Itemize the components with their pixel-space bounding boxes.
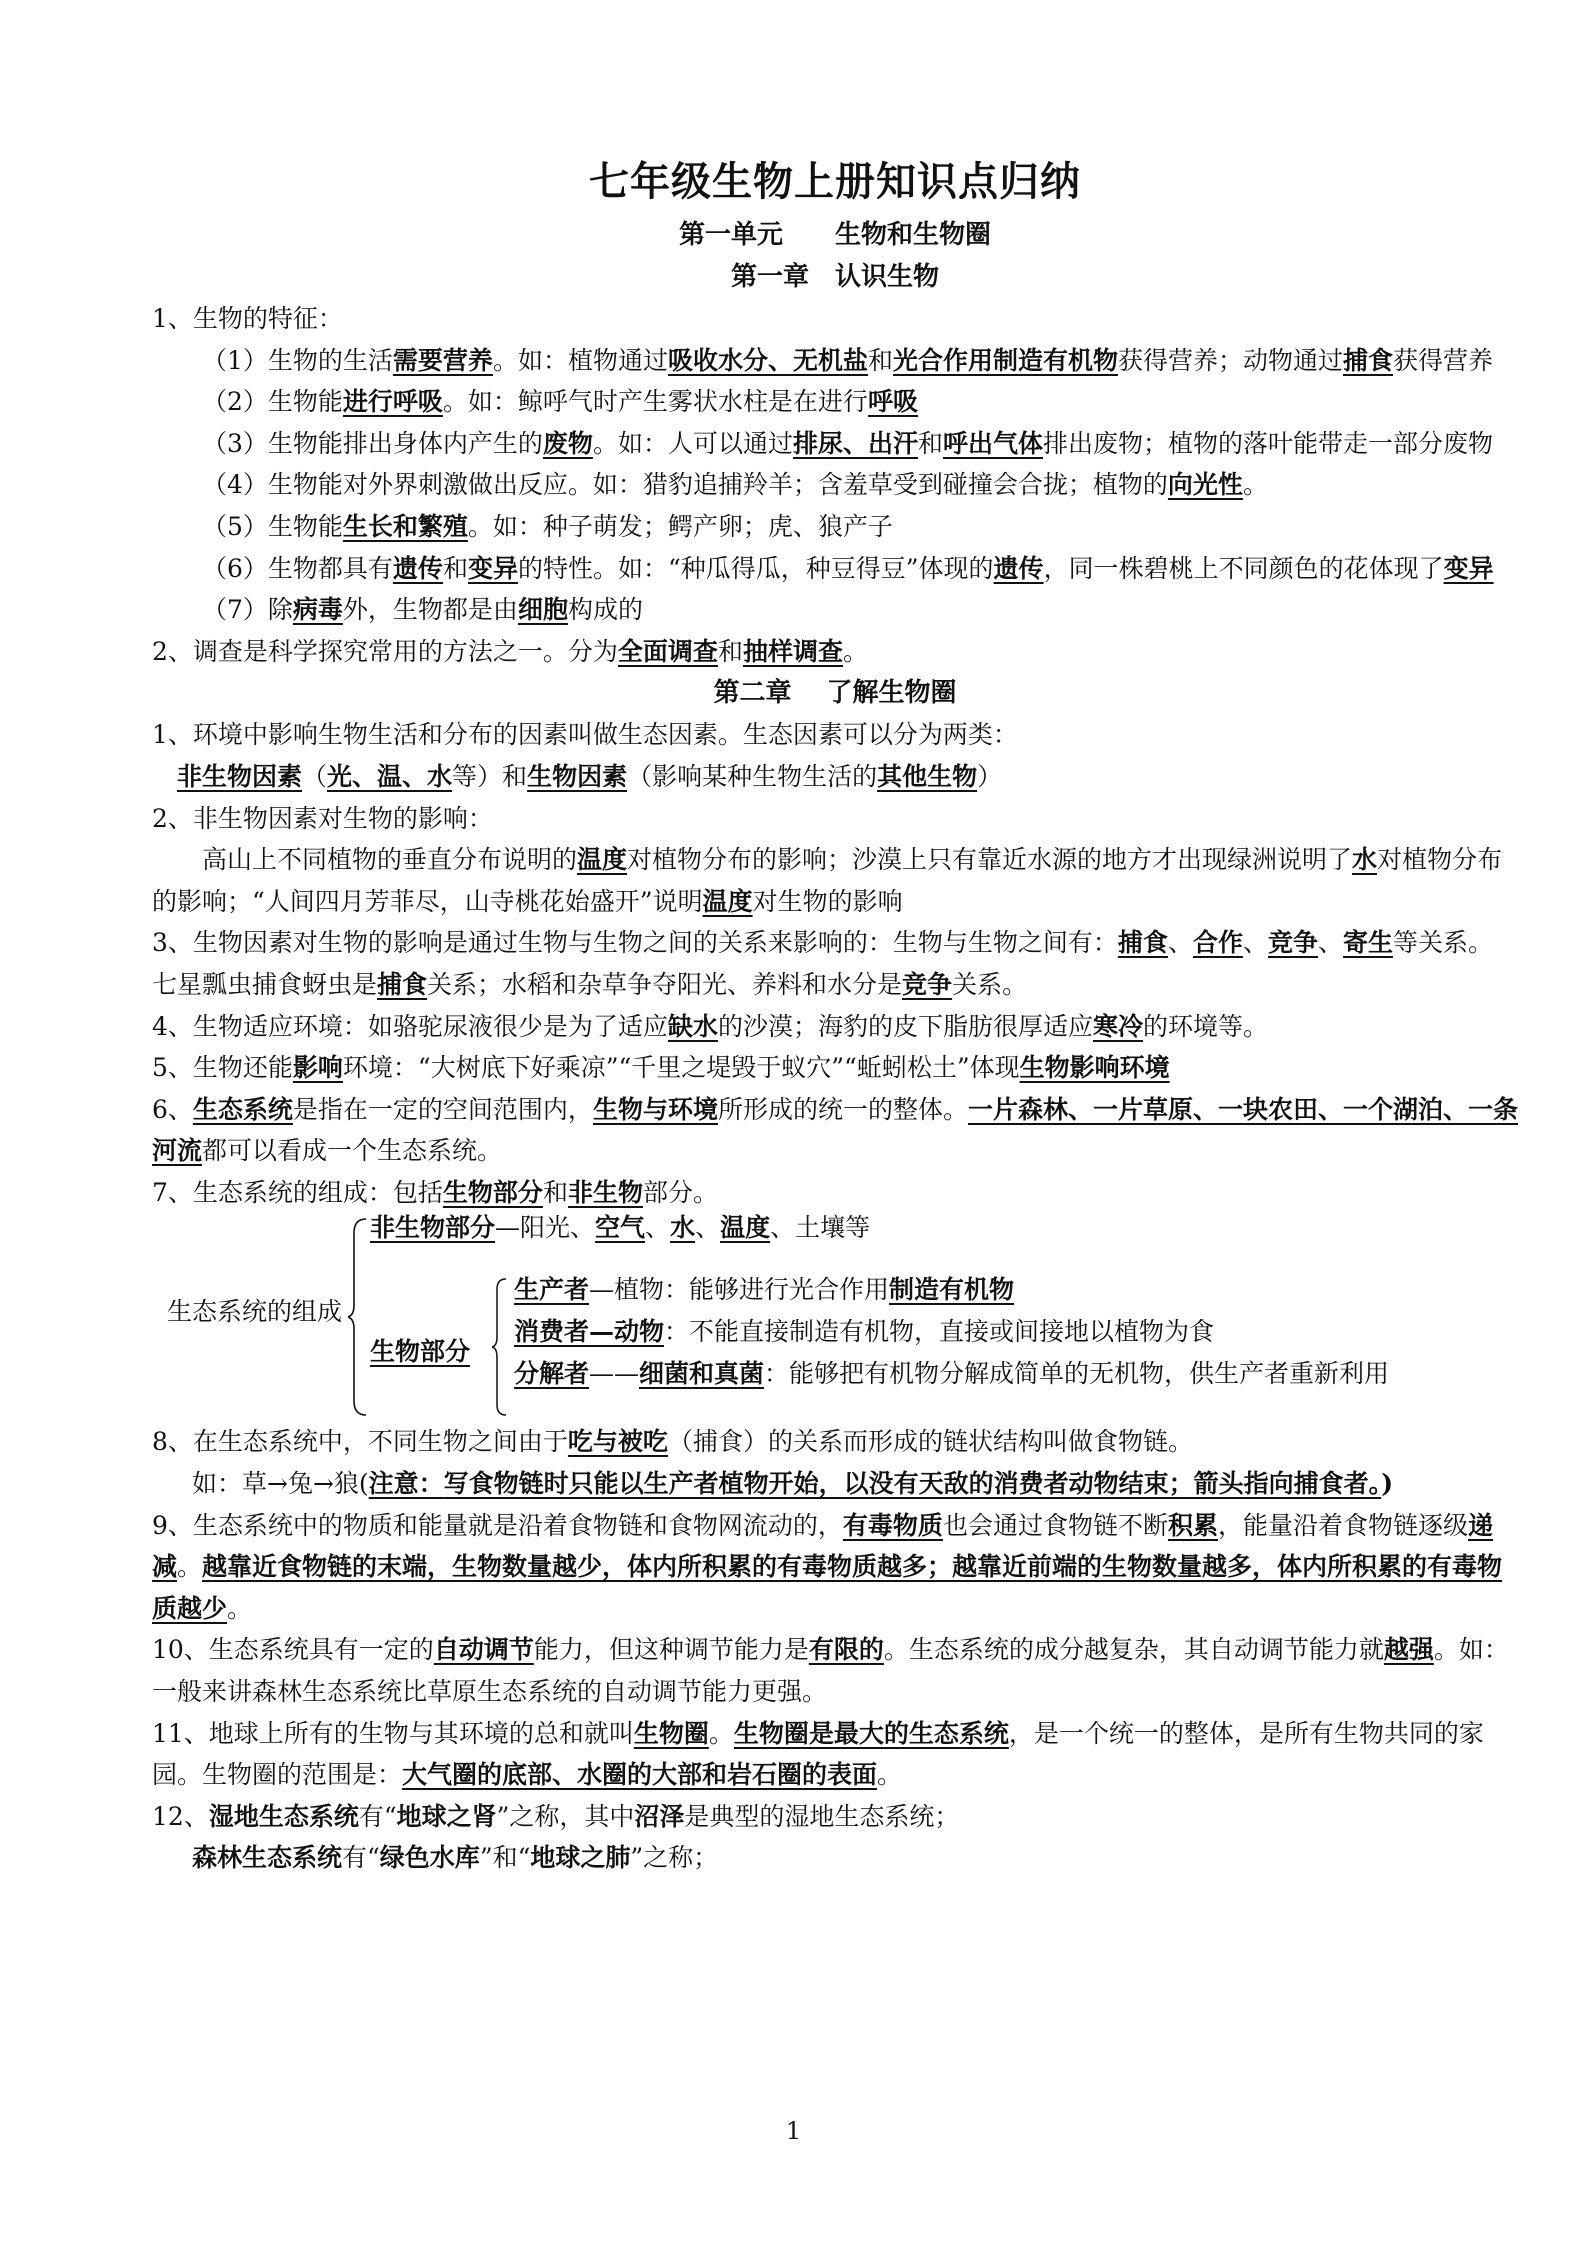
feature-2: （2）生物能进行呼吸。如：鲸呼气时产生雾状水柱是在进行呼吸 [202,387,918,417]
document-body [152,150,1518,1879]
diagram-consumer: 消费者—动物：不能直接制造有机物，直接或间接地以植物为食 [514,1317,1215,1347]
diagram-decomposer: 分解者——细菌和真菌：能够把有机物分解成简单的无机物，供生产者重新利用 [514,1359,1390,1389]
feature-5: （5）生物能生长和繁殖。如：种子萌发；鳄产卵；虎、狼产子 [202,511,893,541]
diagram-root-label: 生态系统的组成 [167,1297,343,1327]
ch2-item-1-detail: 非生物因素（光、温、水等）和生物因素（影响某种生物生活的其他生物） [177,761,1003,791]
chapter-heading-1: 第一章 认识生物 [730,262,939,292]
feature-7: （7）除病毒外，生物都是由细胞构成的 [202,595,643,625]
ch2-item-12: 12、湿地生态系统有“地球之肾”之称，其中沼泽是典型的湿地生态系统； [152,1801,960,1831]
feature-3: （3）生物能排出身体内产生的废物。如：人可以通过排尿、出汗和呼出气体排出废物；植物的落叶能带走一部分废物 [202,428,1494,458]
ch2-item-8: 8、在生态系统中，不同生物之间由于吃与被吃（捕食）的关系而形成的链状结构叫做食物链。 [152,1427,1193,1457]
ch2-item-10: 10、生态系统具有一定的自动调节能力，但这种调节能力是有限的。生态系统的成分越复杂，其自动调节能力就越强。如：一般来讲森林生态系统比草原生态系统的自动调节能力更强。 [152,1635,1509,1707]
unit-heading: 第一单元 生物和生物圈 [678,220,991,250]
item-2-survey: 2、调查是科学探究常用的方法之一。分为全面调查和抽样调查。 [152,636,868,666]
ch2-item-1: 1、环境中影响生物生活和分布的因素叫做生态因素。生态因素可以分为两类： [152,720,1018,750]
ch2-item-2: 2、非生物因素对生物的影响： [152,803,493,833]
item-1-heading: 1、生物的特征： [152,304,343,333]
page-title: 七年级生物上册知识点归纳 [589,158,1081,205]
ch2-item-6: 6、生态系统是指在一定的空间范围内，生物与环境所形成的统一的整体。一片森林、一片草原、一块农田、一个湖泊、一条河流都可以看成一个生态系统。 [152,1094,1518,1166]
ch2-item-5: 5、生物还能影响环境：“大树底下好乘凉”“千里之堤毁于蚁穴”“蚯蚓松土”体现生物影响环境 [152,1053,1170,1083]
chapter-heading-2: 第二章 了解生物圈 [713,678,957,709]
page-number: 1 [785,2117,802,2145]
ch2-item-11: 11、地球上所有的生物与其环境的总和就叫生物圈。生物圈是最大的生态系统，是一个统一的整体，是所有生物共同的家园。生物圈的范围是：大气圈的底部、水圈的大部和岩石圈的表面。 [152,1718,1484,1790]
ch2-item-9: 9、生态系统中的物质和能量就是沿着食物链和食物网流动的，有毒物质也会通过食物链不断积累，能量沿着食物链逐级递减。越靠近食物链的末端，生物数量越少，体内所积累的有毒物质越多；越靠近前端的生物数量越多，体内所积累的有毒物质越少。 [152,1510,1503,1623]
diagram-producer: 生产者—植物：能够进行光合作用制造有机物 [514,1275,1015,1305]
ch2-item-2-detail: 高山上不同植物的垂直分布说明的温度对植物分布的影响；沙漠上只有靠近水源的地方才出现绿洲说明了水对植物分布的影响；“人间四月芳菲尽，山寺桃花始盛开”说明温度对生物的影响 [152,845,1503,916]
ch2-item-12-forest: 森林生态系统有“绿色水库”和“地球之肺”之称； [192,1843,719,1873]
feature-4: （4）生物能对外界刺激做出反应。如：猎豹追捕羚羊；含羞草受到碰撞会合拢；植物的向光性。 [202,470,1268,500]
ch2-item-3: 3、生物因素对生物的影响是通过生物与生物之间的关系来影响的：生物与生物之间有：捕食、合作、竞争、寄生等关系。七星瓢虫捕食蚜虫是捕食关系；水稻和杂草争夺阳光、养料和水分是竞争关系。 [152,928,1494,999]
diagram-brace-inner [492,1277,508,1417]
feature-1: （1）生物的生活需要营养。如：植物通过吸收水分、无机盐和光合作用制造有机物获得营养；动物通过捕食获得营养 [202,345,1494,375]
ecosystem-composition-diagram [152,1213,1518,1421]
ch2-item-4: 4、生物适应环境：如骆驼尿液很少是为了适应缺水的沙漠；海豹的皮下脂肪很厚适应寒冷的环境等。 [152,1011,1268,1041]
ch2-item-7: 7、生态系统的组成：包括生物部分和非生物部分。 [152,1177,718,1207]
diagram-biotic-label: 生物部分 [370,1337,471,1367]
diagram-abiotic: 非生物部分—阳光、空气、水、温度、土壤等 [370,1213,871,1243]
ch2-item-8-example: 如：草→兔→狼(注意：写食物链时只能以生产者植物开始，以没有天敌的消费者动物结束；箭头指向捕食者。) [192,1469,1394,1499]
diagram-brace-outer [348,1217,368,1417]
feature-6: （6）生物都具有遗传和变异的特性。如：“种瓜得瓜，种豆得豆”体现的遗传，同一株碧桃上不同颜色的花体现了变异 [202,553,1494,583]
